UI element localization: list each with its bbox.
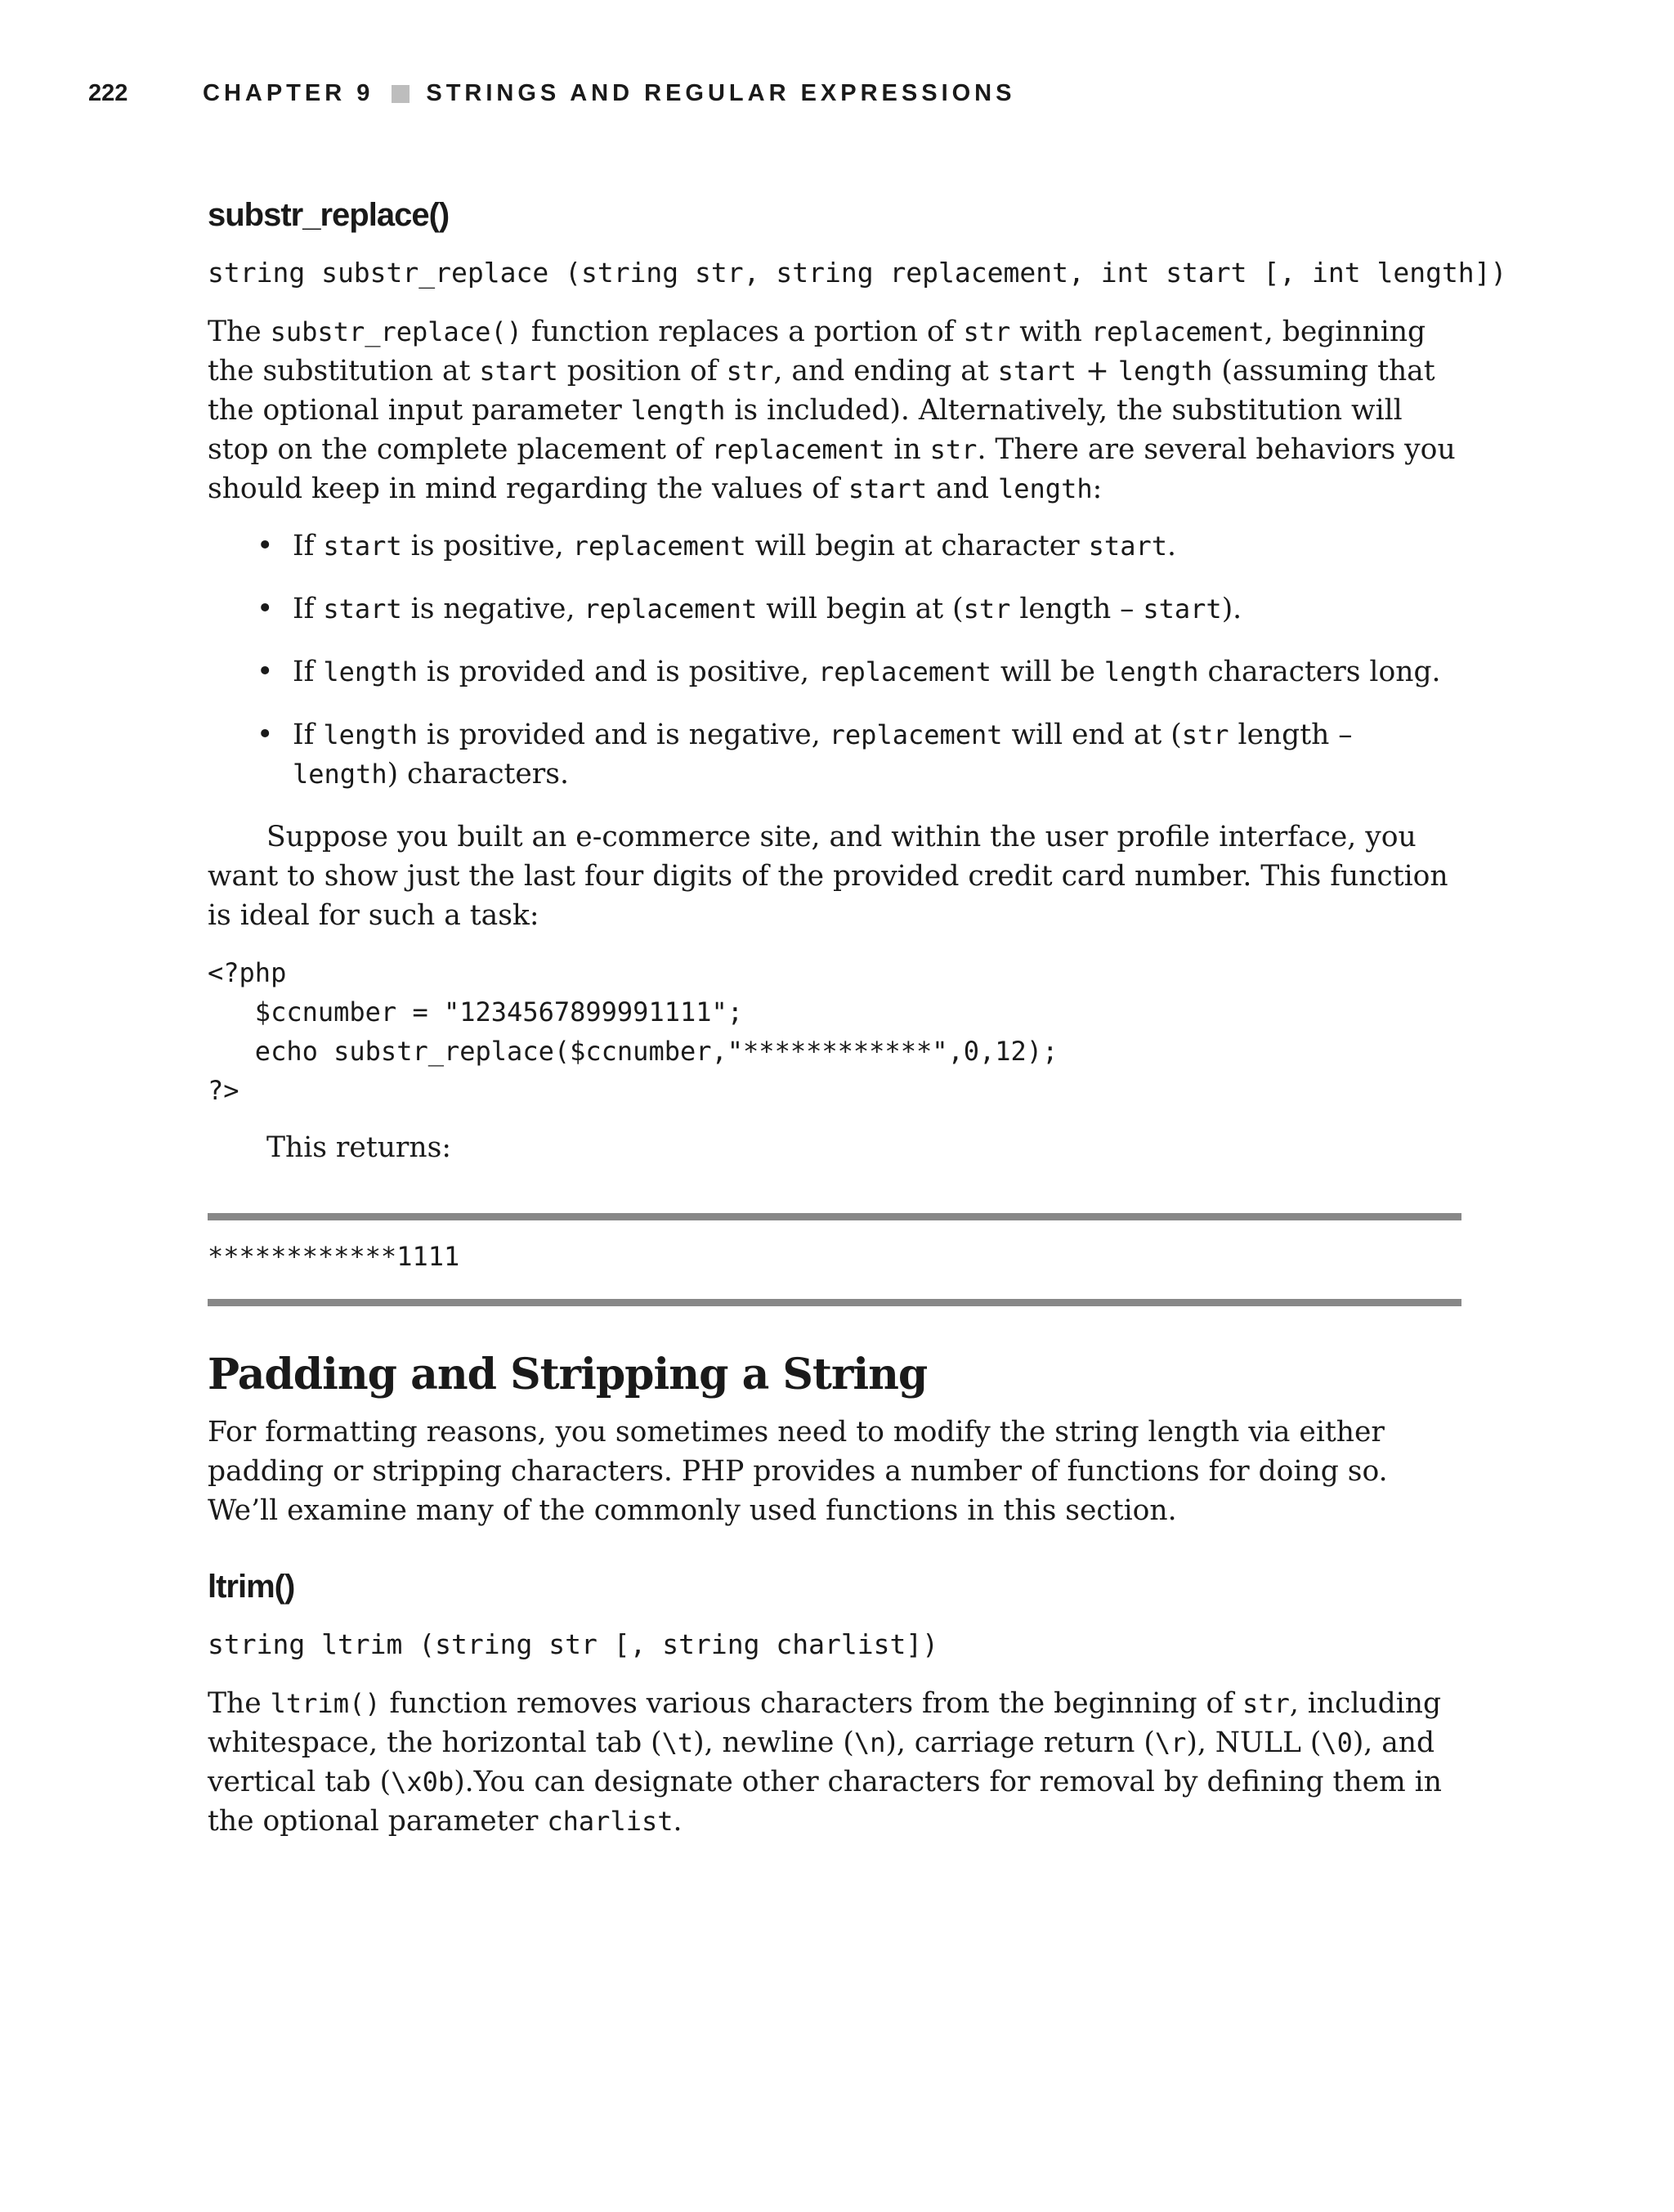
returns-label: This returns: (266, 1131, 451, 1164)
inline-code: str (963, 593, 1011, 625)
rule-item: • If length is provided and is positive, replacement will be length characters long. (293, 652, 1461, 692)
inline-code: \r (1154, 1727, 1187, 1758)
inline-code: replacement (817, 656, 991, 687)
inline-code: str (1181, 719, 1229, 750)
inline-code: start (323, 593, 402, 625)
chapter-title: STRINGS AND REGULAR EXPRESSIONS (426, 80, 1016, 106)
inline-code: \0 (1321, 1727, 1353, 1758)
substr-replace-heading: substr_replace() (208, 197, 450, 233)
inline-code: str (1242, 1688, 1290, 1719)
inline-code: length (323, 656, 418, 687)
inline-code: start (323, 531, 402, 562)
inline-code: replacement (1090, 316, 1264, 347)
inline-code: replacement (572, 531, 746, 562)
inline-code: str (929, 434, 978, 465)
inline-code: charlist (547, 1806, 674, 1837)
page-number: 222 (88, 80, 128, 106)
ltrim-body: The ltrim() function removes various characters from the beginning of str, including whitespace, the horizontal tab (\t), newline (\n), carriage return (\r), NULL (\0), and vertical tab (\x0b).You can designate other characters for removal by defining them in the optional parameter charlist. (208, 1687, 1442, 1838)
inline-code: start (997, 356, 1076, 387)
output-top-rule (208, 1213, 1461, 1220)
inline-code: replacement (711, 434, 885, 465)
inline-code: length (998, 473, 1093, 504)
inline-code: start (848, 473, 928, 504)
output-text: ************1111 (208, 1241, 460, 1272)
code-example: <?php $ccnumber = "1234567899991111"; echo substr_replace($ccnumber,"************",0,12); ?> (208, 957, 1059, 1106)
inline-code: replacement (584, 593, 758, 625)
inline-code: length (293, 759, 387, 790)
inline-code: length (630, 395, 726, 426)
inline-code: ltrim() (270, 1688, 381, 1719)
separator-square-icon (392, 85, 410, 103)
substr-replace-rules-list (208, 526, 1461, 794)
inline-code: start (1143, 593, 1222, 625)
ltrim-heading: ltrim() (208, 1569, 295, 1605)
ltrim-signature: string ltrim (string str [, string charlist]) (208, 1628, 939, 1660)
inline-code: \n (853, 1727, 886, 1758)
inline-code: str (963, 316, 1011, 347)
inline-code: length (1103, 656, 1199, 687)
inline-code: length (323, 719, 418, 750)
example-intro: Suppose you built an e-commerce site, and within the user profile interface, you want to show just the last four digits of the provided credit card number. This function is ideal for such a task: (208, 821, 1448, 932)
inline-code: replacement (829, 719, 1003, 750)
page-content (208, 181, 1507, 1859)
inline-code: length (1117, 356, 1213, 387)
output-box (208, 1213, 1461, 1306)
chapter-label: CHAPTER 9 (203, 80, 374, 106)
running-head (88, 80, 1015, 107)
rule-item: • If start is positive, replacement will begin at character start. (293, 526, 1461, 566)
padding-section-intro: For formatting reasons, you sometimes need to modify the string length via either padding or stripping characters. PHP provides a number of functions for doing so. We’ll examine many of the commonly used functions in this section. (208, 1416, 1388, 1527)
inline-code: start (479, 356, 558, 387)
padding-section-heading: Padding and Stripping a String (208, 1350, 928, 1399)
substr-replace-intro: The substr_replace() function replaces a portion of str with replacement, beginning the substitution at start position of str, and ending at start + length (assuming that the optional input parameter length is included). Alternatively, the substitution will stop on the complete placement of replacement in str. There are several behaviors you should keep in mind regarding the values of start and length: (208, 316, 1456, 505)
inline-code: start (1088, 531, 1167, 562)
inline-code: \x0b (391, 1766, 454, 1798)
substr-replace-signature: string substr_replace (string str, string replacement, int start [, int length]) (208, 257, 1507, 289)
rule-item: • If length is provided and is negative, replacement will end at (str length – length) characters. (293, 715, 1461, 794)
inline-code: \t (661, 1727, 694, 1758)
rule-item: • If start is negative, replacement will begin at (str length – start). (293, 589, 1461, 629)
inline-code: str (726, 356, 774, 387)
inline-code: substr_replace() (270, 316, 522, 347)
